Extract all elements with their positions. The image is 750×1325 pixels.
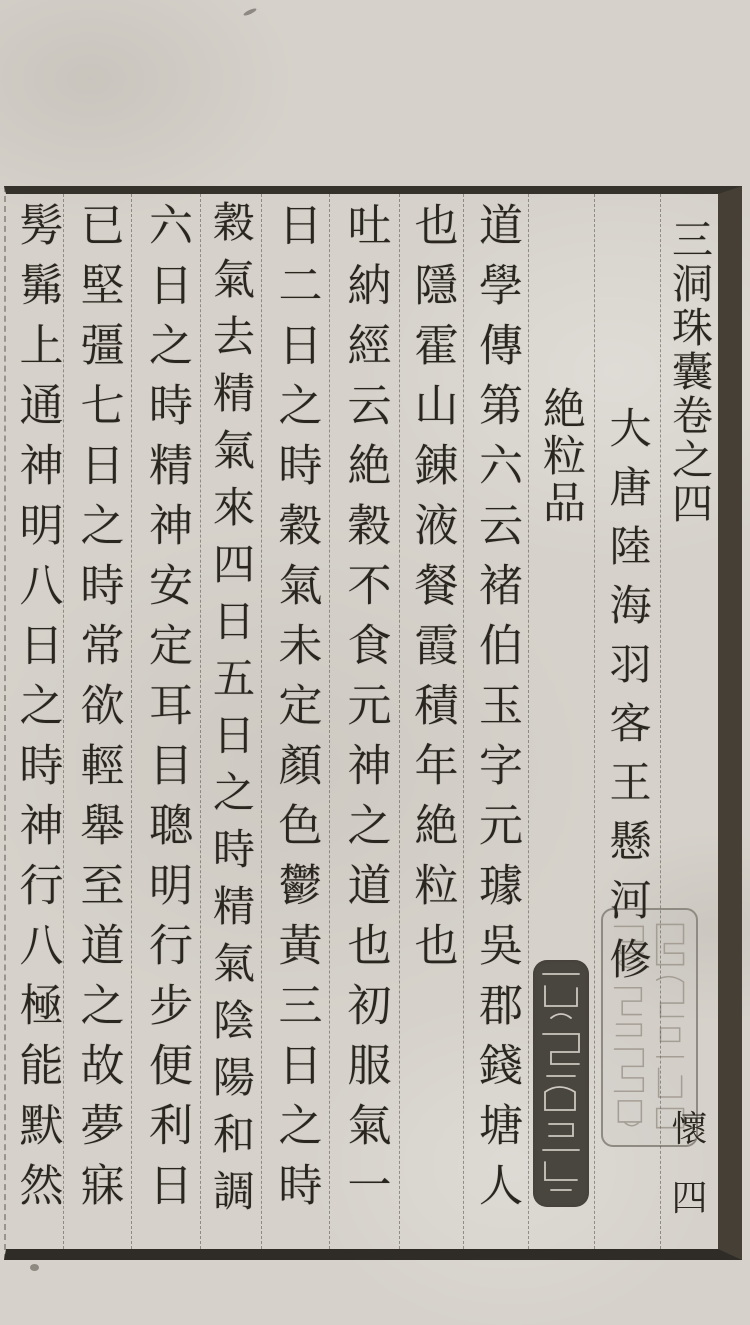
body-text: 日二日之時穀氣未定顏色鬱黃三日之時 [270,202,322,1222]
section-heading-text: 絶粒品 [536,386,586,527]
attribution-text: 大唐陸海羽客王懸河修 [603,406,653,996]
fascicle-marker: 懷 [671,1109,708,1150]
text-column-attribution [594,194,660,1249]
text-column-body-2 [399,194,463,1249]
body-text: 吐納經云絶穀不食元神之道也初服氣一 [339,202,391,1222]
text-column-body-6 [131,194,200,1249]
text-column-body-7 [63,194,131,1249]
text-column-body-3 [329,194,399,1249]
text-column-title [660,194,718,1249]
text-column-body-4 [261,194,329,1249]
body-text: 穀氣去精氣來四日五日之時精氣陰陽和調 [207,200,256,1226]
body-text: 也隱霍山錬液餐霞積年絶粒也 [406,202,458,982]
text-column-section-heading [528,194,594,1249]
text-column-body-1 [463,194,528,1249]
body-text: 髣髴上通神明八日之時神行八極能默然 [11,202,63,1222]
book-title: 三洞珠囊卷之四 [665,218,713,526]
text-columns [6,194,718,1249]
body-text: 道學傳第六云褚伯玉字元璩吳郡錢塘人 [471,202,522,1222]
paper-blemish [243,7,257,17]
body-text: 六日之時精神安定耳目聰明行步便利日 [141,202,192,1222]
text-column-body-8 [10,194,63,1249]
body-text: 已堅彊七日之時常欲輕舉至道之故夢寐 [72,202,124,1222]
print-frame [4,186,742,1260]
paper-blemish [30,1264,39,1271]
page-number: 四 [671,1178,708,1219]
text-column-body-5 [200,194,261,1249]
